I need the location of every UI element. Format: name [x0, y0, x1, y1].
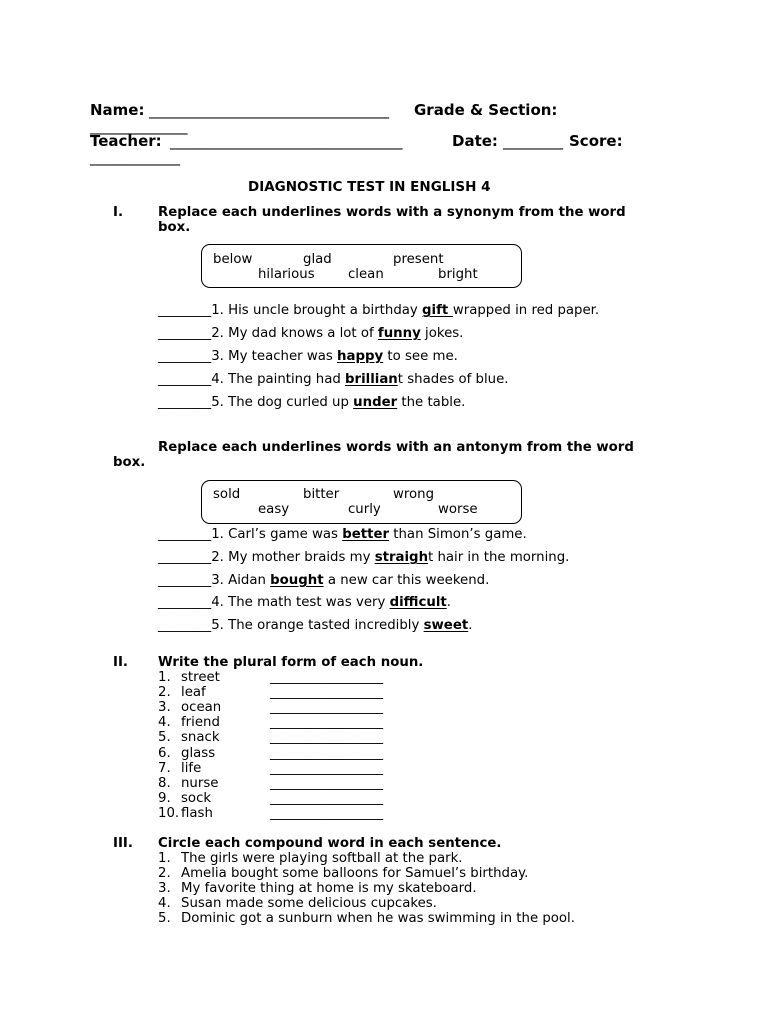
sentence-text: The dog curled up [228, 395, 354, 410]
sentence-text: a new car this weekend. [323, 573, 490, 588]
list-item-number: 5. [158, 730, 171, 745]
underlined-word: happy [337, 349, 384, 364]
list-item-word: nurse [181, 776, 219, 791]
sentence-text: The painting had [228, 372, 346, 387]
answer-line[interactable]: _________________ [270, 791, 384, 806]
answer-line[interactable]: _________________ [270, 776, 384, 791]
answer-line[interactable]: _________________ [270, 700, 384, 715]
word-box-item: easy [258, 502, 290, 517]
underlined-word: sweet [423, 618, 469, 633]
sentence-text: t shades of blue. [397, 372, 509, 387]
list-item-word: street [181, 670, 220, 685]
list-item-number: 2. [158, 866, 171, 881]
answer-blank[interactable]: ________ [158, 395, 212, 410]
grade-section-line[interactable]: _____________ [90, 117, 188, 135]
grade-section-label: Grade & Section: [414, 101, 558, 119]
date-label: Date: [452, 132, 498, 150]
list-item-number: 1. [158, 851, 171, 866]
item-number: 1. [211, 303, 224, 318]
sentence-text: Aidan [228, 573, 271, 588]
compound-sentence: Susan made some delicious cupcakes. [181, 896, 437, 911]
answer-line[interactable]: _________________ [270, 746, 384, 761]
answer-line[interactable]: _________________ [270, 670, 384, 685]
item-number: 1. [211, 527, 224, 542]
section-2-instruction: Write the plural form of each noun. [158, 655, 424, 670]
compound-sentence: The girls were playing softball at the park. [181, 851, 463, 866]
list-item-number: 3. [158, 881, 171, 896]
teacher-label: Teacher: [90, 132, 162, 150]
list-item-number: 10. [158, 806, 180, 821]
antonym-instruction: Replace each underlines words with an antonym from the word [158, 440, 634, 455]
score-line[interactable]: ____________ [90, 148, 180, 166]
sentence-text: . [446, 595, 451, 610]
list-item-word: glass [181, 746, 216, 761]
list-item-number: 9. [158, 791, 171, 806]
underlined-word: brillian [345, 372, 398, 387]
answer-blank[interactable]: ________ [158, 326, 212, 341]
page-title: DIAGNOSTIC TEST IN ENGLISH 4 [248, 179, 491, 195]
underlined-word: funny [377, 326, 421, 341]
item-number: 3. [211, 573, 224, 588]
answer-line[interactable]: _________________ [270, 685, 384, 700]
synonym-item-3 [158, 349, 458, 364]
item-number: 4. [211, 372, 224, 387]
list-item-number: 8. [158, 776, 171, 791]
underlined-word: better [342, 527, 390, 542]
section-1-numeral: I. [113, 205, 123, 220]
word-box-item: hilarious [258, 267, 315, 282]
synonym-item-4 [158, 372, 509, 387]
answer-line[interactable]: _________________ [270, 761, 384, 776]
sentence-text: wrapped in red paper. [452, 303, 600, 318]
underlined-word: bought [270, 573, 324, 588]
underlined-word: straigh [374, 550, 429, 565]
underlined-word: under [353, 395, 398, 410]
sentence-text: to see me. [383, 349, 458, 364]
sentence-text: My dad knows a lot of [228, 326, 378, 341]
underlined-word: gift [422, 303, 453, 318]
sentence-text: than Simon’s game. [389, 527, 527, 542]
answer-line[interactable]: _________________ [270, 730, 384, 745]
list-item-word: leaf [181, 685, 206, 700]
list-item-word: flash [181, 806, 213, 821]
sentence-text: His uncle brought a birthday [228, 303, 423, 318]
answer-blank[interactable]: ________ [158, 573, 212, 588]
answer-line[interactable]: _________________ [270, 806, 384, 821]
list-item-word: life [181, 761, 202, 776]
item-number: 2. [211, 326, 224, 341]
list-item-number: 5. [158, 911, 171, 926]
antonym-item-1 [158, 527, 527, 542]
sentence-text: The math test was very [228, 595, 390, 610]
item-number: 4. [211, 595, 224, 610]
list-item-number: 6. [158, 746, 171, 761]
word-box-item: curly [348, 502, 381, 517]
score-label: Score: [569, 132, 623, 150]
list-item-number: 7. [158, 761, 171, 776]
synonym-word-box [201, 244, 522, 288]
list-item-word: snack [181, 730, 220, 745]
compound-sentence: Dominic got a sunburn when he was swimming in the pool. [181, 911, 575, 926]
word-box-item: worse [438, 502, 478, 517]
section-1-instruction: Replace each underlines words with a synonym from the word [158, 205, 626, 220]
item-number: 3. [211, 349, 224, 364]
antonym-item-2 [158, 550, 569, 565]
synonym-item-5 [158, 395, 465, 410]
word-box-item: clean [348, 267, 384, 282]
answer-blank[interactable]: ________ [158, 372, 212, 387]
list-item-number: 4. [158, 896, 171, 911]
word-box-item: sold [213, 487, 241, 502]
item-number: 5. [211, 618, 224, 633]
teacher-line[interactable]: _______________________________ [170, 132, 403, 150]
sentence-text: t hair in the morning. [428, 550, 570, 565]
sentence-text: My mother braids my [228, 550, 375, 565]
item-number: 2. [211, 550, 224, 565]
sentence-text: My teacher was [228, 349, 338, 364]
list-item-word: sock [181, 791, 212, 806]
answer-blank[interactable]: ________ [158, 349, 212, 364]
answer-blank[interactable]: ________ [158, 618, 212, 633]
sentence-text: Carl’s game was [228, 527, 343, 542]
sentence-text: the table. [397, 395, 466, 410]
underlined-word: difficult [389, 595, 447, 610]
synonym-item-1 [158, 303, 599, 318]
word-box-item: bright [438, 267, 478, 282]
name-label: Name: [90, 101, 145, 119]
antonym-item-3 [158, 573, 489, 588]
word-box-item: glad [303, 252, 332, 267]
sentence-text: The orange tasted incredibly [228, 618, 424, 633]
section-2-numeral: II. [113, 655, 128, 670]
list-item-number: 3. [158, 700, 171, 715]
list-item-word: friend [181, 715, 220, 730]
list-item-number: 4. [158, 715, 171, 730]
antonym-item-5 [158, 618, 472, 633]
date-line[interactable]: ________ [503, 132, 563, 150]
answer-blank[interactable]: ________ [158, 527, 212, 542]
word-box-item: bitter [303, 487, 340, 502]
antonym-word-box [201, 480, 522, 524]
antonym-item-4 [158, 595, 451, 610]
section-3-instruction: Circle each compound word in each sentence. [158, 836, 502, 851]
answer-blank[interactable]: ________ [158, 595, 212, 610]
word-box-item: below [213, 252, 253, 267]
section-1-instruction-cont: box. [158, 220, 191, 235]
word-box-item: present [393, 252, 444, 267]
word-box-item: wrong [393, 487, 435, 502]
list-item-number: 2. [158, 685, 171, 700]
answer-blank[interactable]: ________ [158, 303, 212, 318]
answer-line[interactable]: _________________ [270, 715, 384, 730]
compound-sentence: Amelia bought some balloons for Samuel’s birthday. [181, 866, 529, 881]
section-3-numeral: III. [113, 836, 133, 851]
item-number: 5. [211, 395, 224, 410]
answer-blank[interactable]: ________ [158, 550, 212, 565]
sentence-text: . [468, 618, 473, 633]
list-item-word: ocean [181, 700, 222, 715]
antonym-instruction-cont: box. [113, 455, 146, 470]
sentence-text: jokes. [420, 326, 464, 341]
list-item-number: 1. [158, 670, 171, 685]
synonym-item-2 [158, 326, 463, 341]
compound-sentence: My favorite thing at home is my skateboard. [181, 881, 477, 896]
name-line[interactable]: ________________________________ [149, 101, 389, 119]
